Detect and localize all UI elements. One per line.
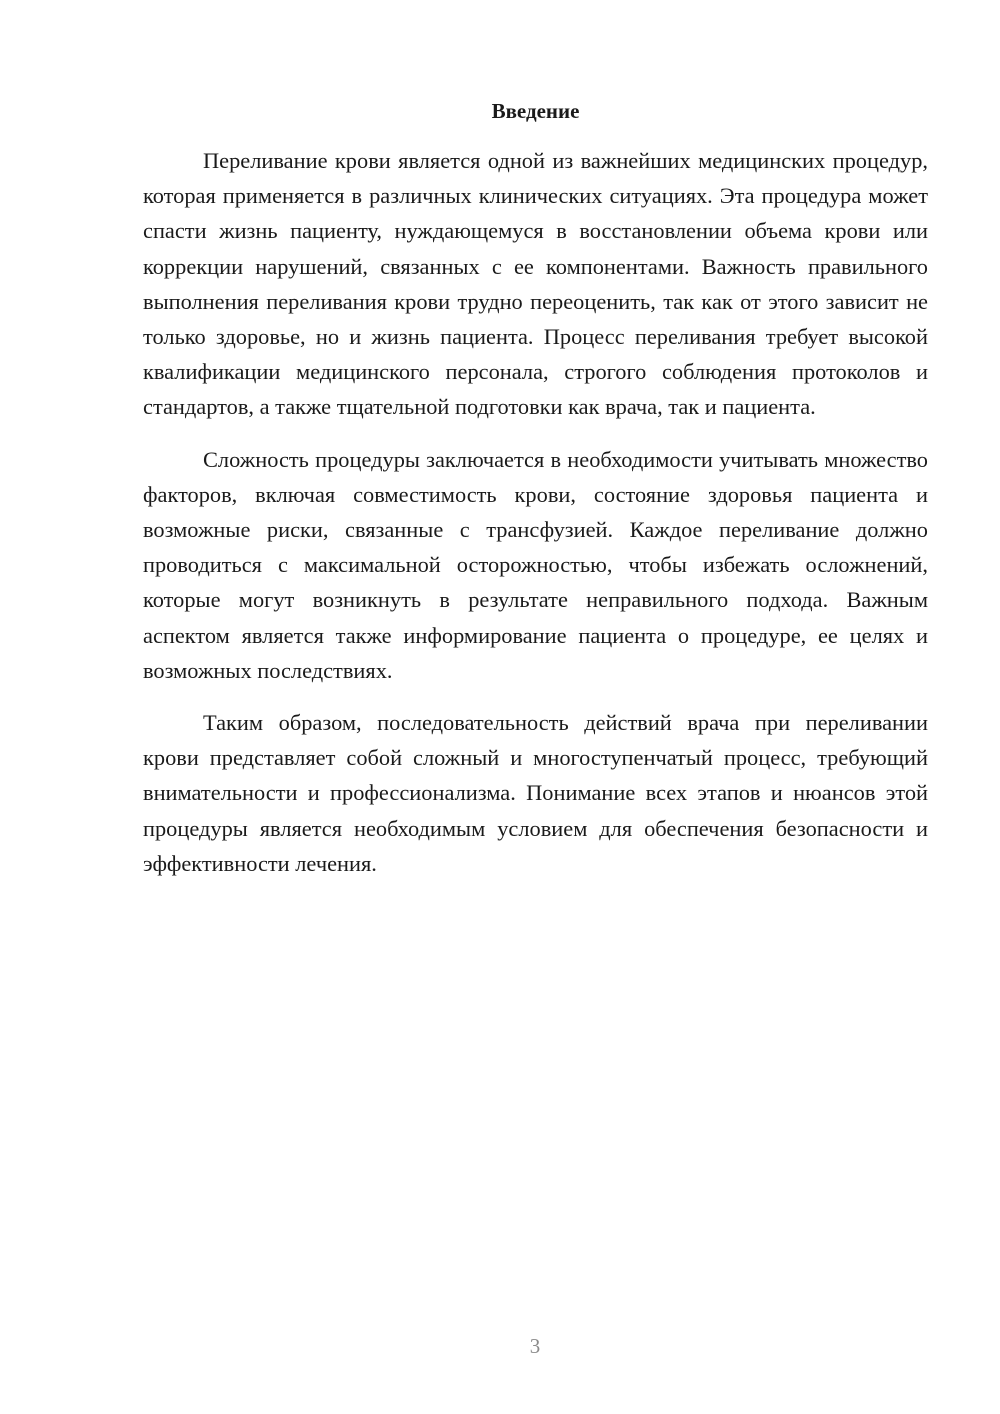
paragraph-2: Сложность процедуры заключается в необходимости учитывать множество факторов, включая совместимость крови, состояние здоровья пациента и возможные риски, связанные с трансфузией. Каждое переливание должно проводиться с максимальной осторожностью, чтобы избежать осложнений, которые могут возникнуть в результате неправильного подхода. Важным аспектом является также информирование пациента о процедуре, ее целях и возможных последствиях.: [143, 446, 928, 683]
page-content: [143, 96, 928, 881]
paragraph-3: Таким образом, последовательность действий врача при переливании крови представляет собой сложный и многоступенчатый процесс, требующий внимательности и профессионализма. Понимание всех этапов и нюансов этой процедуры является необходимым условием для обеспечения безопасности и эффективности лечения.: [143, 710, 928, 876]
page-number: 3: [529, 1334, 541, 1358]
section-title: Введение: [491, 99, 580, 123]
paragraph-1: Переливание крови является одной из важнейших медицинских процедур, которая применяется в различных клинических ситуациях. Эта процедура может спасти жизнь пациенту, нуждающемуся в восстановлении объема крови или коррекции нарушений, связанных с ее компонентами. Важность правильного выполнения переливания крови трудно переоценить, так как от этого зависит не только здоровье, но и жизнь пациента. Процесс переливания требует высокой квалификации медицинского персонала, строгого соблюдения протоколов и стандартов, а также тщательной подготовки как врача, так и пациента.: [143, 148, 928, 420]
